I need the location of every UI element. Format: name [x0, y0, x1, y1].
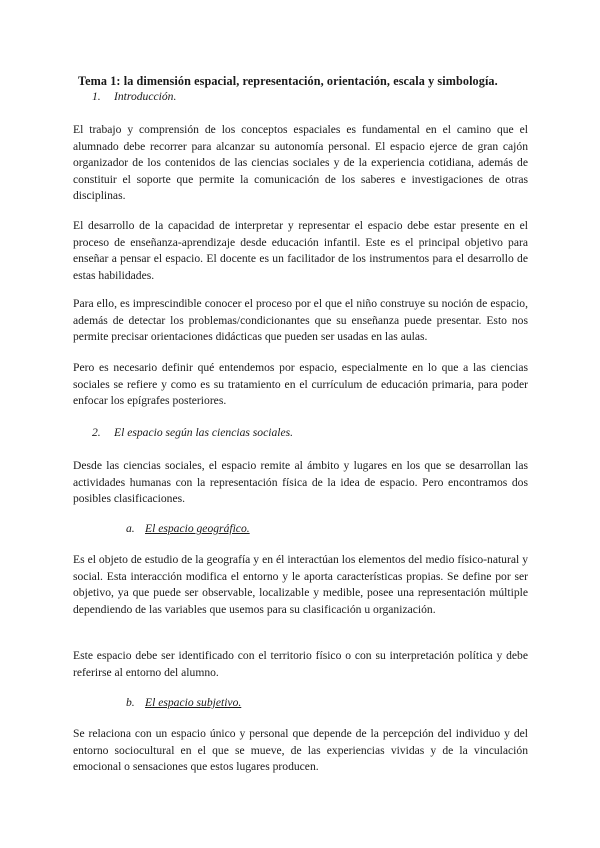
document-title: Tema 1: la dimensión espacial, representación, orientación, escala y simbología.: [78, 74, 498, 88]
section-label: Introducción.: [114, 90, 177, 103]
paragraph-7: Este espacio debe ser identificado con el territorio físico o con su interpretación política y debe referirse al entorno del alumno.: [73, 649, 528, 679]
subsection-label: El espacio geográfico.: [145, 522, 250, 535]
paragraph-4: Pero es necesario definir qué entendemos por espacio, especialmente en lo que a las ciencias sociales se refiere y como es su tratamiento en el currículum de educación primaria, para poder enfocar los epígrafes posteriores.: [73, 361, 528, 408]
subsection-heading-espacio-subjetivo: [126, 696, 241, 709]
paragraph-3: Para ello, es imprescindible conocer el proceso por el que el niño construye su noción de espacio, además de detectar los problemas/condicionantes que su enseñanza puede presentar. Esto nos permite precisar orientaciones didácticas que pueden ser usadas en las aulas.: [73, 297, 528, 344]
paragraph-1: El trabajo y comprensión de los conceptos espaciales es fundamental en el camino que el alumnado debe recorrer para alcanzar su autonomía personal. El espacio ejerce de gran cajón organizador de los contenidos de las ciencias sociales y de la experiencia cotidiana, además de constituir el soporte que permite la comunicación de los saberes e investigaciones de otras disciplinas.: [73, 123, 528, 203]
paragraph-2: El desarrollo de la capacidad de interpretar y representar el espacio debe estar presente en el proceso de enseñanza-aprendizaje desde educación infantil. Este es el principal objetivo para enseñar a pensar el espacio. El docente es un facilitador de los instrumentos para el desarrollo de estas habilidades.: [73, 219, 528, 282]
paragraph-5: Desde las ciencias sociales, el espacio remite al ámbito y lugares en los que se desarrollan las actividades humanas con la representación física de la idea de espacio. Pero encontramos dos posibles clasificaciones.: [73, 459, 528, 506]
subsection-label: El espacio subjetivo.: [145, 696, 242, 709]
section-label: El espacio según las ciencias sociales.: [114, 426, 294, 439]
paragraph-6: Es el objeto de estudio de la geografía y en él interactúan los elementos del medio físico-natural y social. Esta interacción modifica el entorno y le aporta características propias. Se define por ser objetivo, ya que puede ser observable, localizable y medible, posee una representación múltiple dependiendo de las variables que usemos para su clasificación u organización.: [73, 553, 528, 616]
section-number: 2.: [92, 426, 101, 439]
section-heading-espacio-ciencias-sociales: [92, 426, 293, 439]
paragraph-8: Se relaciona con un espacio único y personal que depende de la percepción del individuo y del entorno sociocultural en el que se mueve, de las experiencias vividas y de la vinculación emocional o sensaciones que estos lugares producen.: [73, 727, 528, 774]
section-heading-introduccion: [92, 90, 176, 103]
section-number: 1.: [92, 90, 101, 103]
subsection-letter: b.: [126, 696, 135, 709]
subsection-letter: a.: [126, 522, 135, 535]
subsection-heading-espacio-geografico: [126, 522, 250, 535]
